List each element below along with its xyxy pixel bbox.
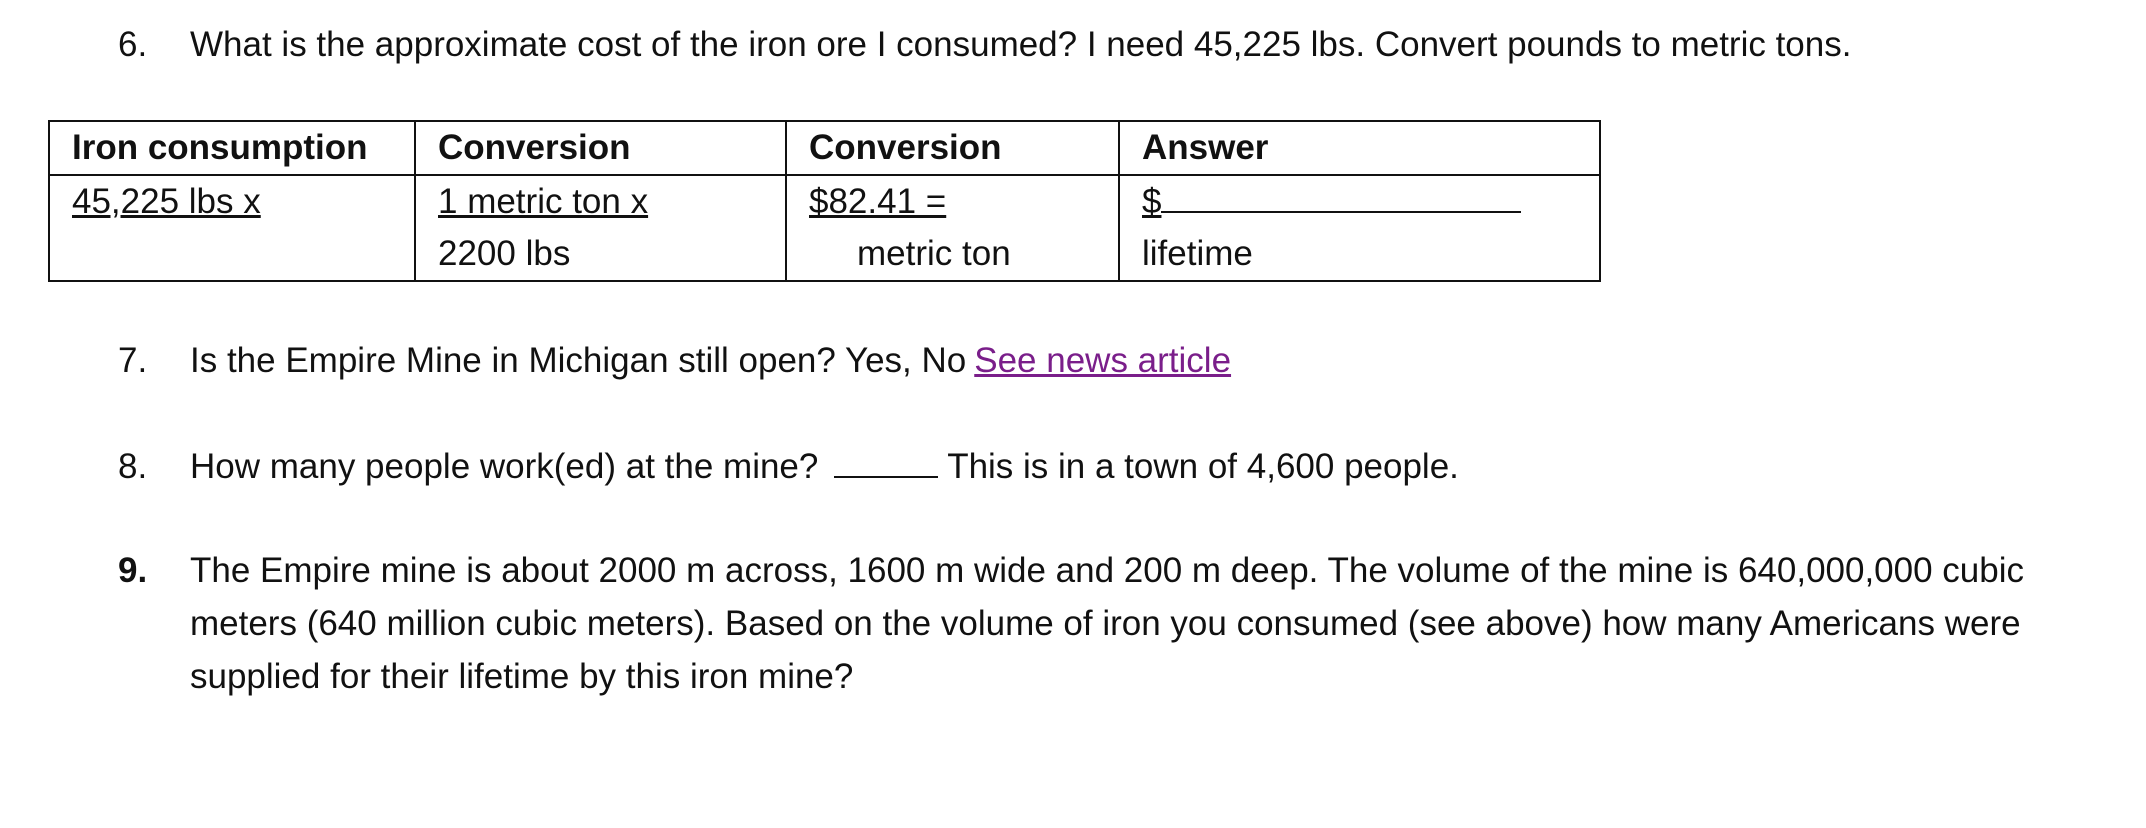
question-8 [118, 440, 2126, 493]
question-8-text-after: This is in a town of 4,600 people. [947, 447, 1459, 486]
header-conversion-2: Conversion [786, 121, 1119, 175]
question-number: 8. [118, 447, 148, 486]
conversion-2-numerator: $82.41 = [809, 182, 947, 221]
header-iron-consumption: Iron consumption [49, 121, 415, 175]
question-7-text: Is the Empire Mine in Michigan still open? Yes, No [190, 341, 967, 380]
question-text: What is the approximate cost of the iron ore I consumed? I need 45,225 lbs. Convert pounds to metric tons. [190, 25, 1852, 64]
question-9 [118, 544, 2126, 703]
news-article-link[interactable]: See news article [974, 341, 1232, 380]
question-number: 9. [118, 551, 148, 590]
question-text [190, 334, 2126, 387]
cell-answer [1119, 175, 1600, 281]
question-text: The Empire mine is about 2000 m across, 1600 m wide and 200 m deep. The volume of the mine is 640,000,000 cubic meters (640 million cubic meters). Based on the volume of iron you consumed (see above) how many Americans were supplied for their lifetime by this iron mine? [190, 551, 2025, 696]
answer-unit: lifetime [1142, 234, 1253, 273]
cell-conversion-1 [415, 175, 786, 281]
workers-blank[interactable] [834, 446, 938, 478]
cell-iron-consumption [49, 175, 415, 281]
dollar-sign: $ [1142, 182, 1162, 221]
conversion-table [48, 120, 1601, 282]
answer-line[interactable] [1142, 176, 1577, 228]
cell-conversion-2 [786, 175, 1119, 281]
question-6 [118, 18, 2126, 71]
question-8-text-before: How many people work(ed) at the mine? [190, 447, 819, 486]
question-text [190, 440, 2126, 493]
answer-blank[interactable] [1161, 181, 1521, 213]
header-conversion-1: Conversion [415, 121, 786, 175]
conversion-1-denominator: 2200 lbs [438, 234, 571, 273]
header-answer: Answer [1119, 121, 1600, 175]
conversion-2-denominator: metric ton [857, 234, 1011, 273]
conversion-1-numerator: 1 metric ton x [438, 182, 649, 221]
question-number: 6. [118, 25, 148, 64]
question-number: 7. [118, 341, 148, 380]
iron-amount: 45,225 lbs x [72, 182, 261, 221]
table-header-row [49, 121, 1600, 175]
question-7 [118, 334, 2126, 387]
table-row [49, 175, 1600, 281]
